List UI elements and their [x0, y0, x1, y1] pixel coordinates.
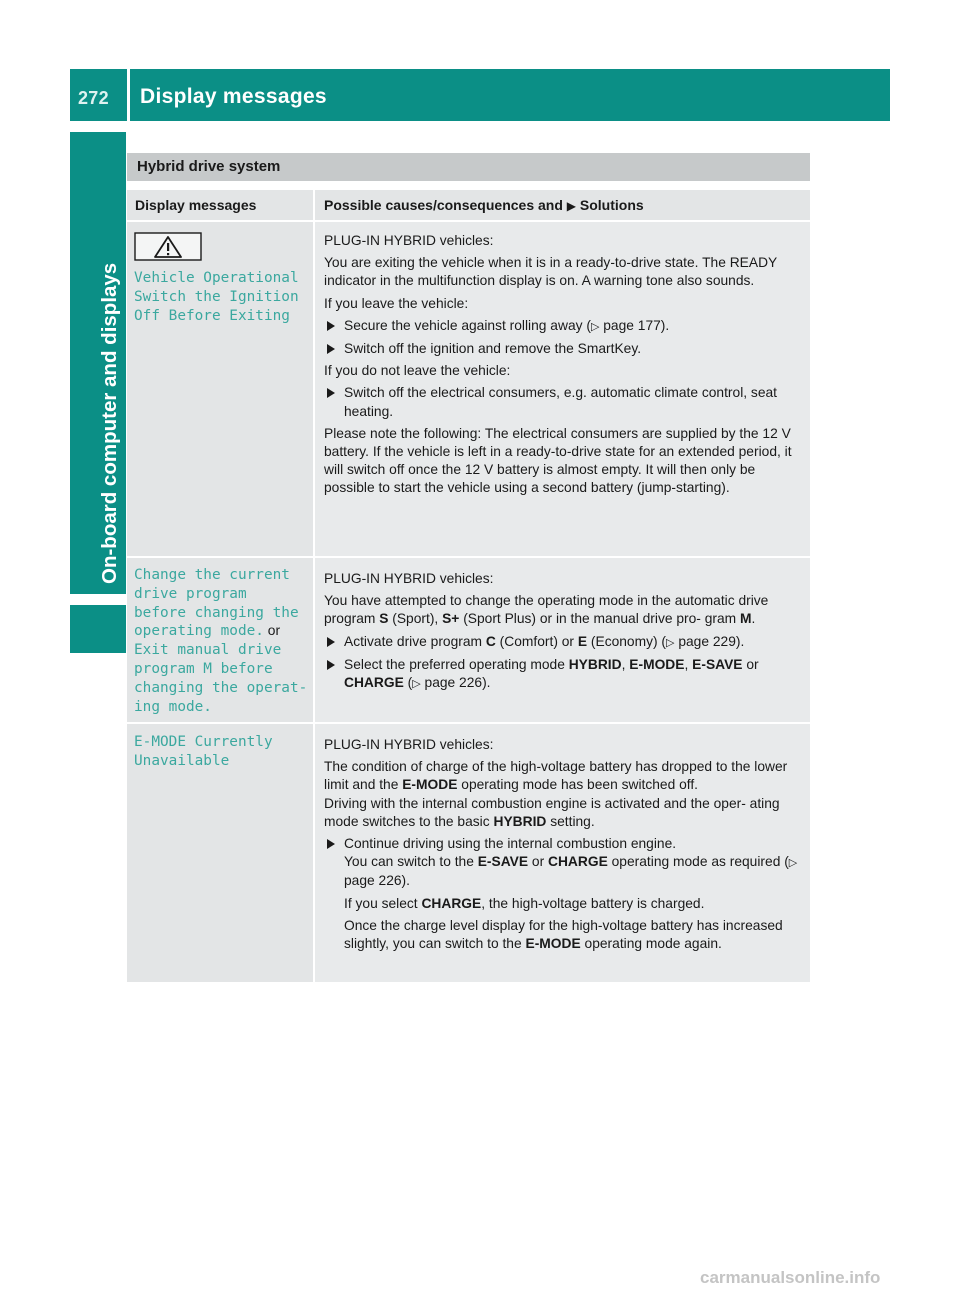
- warning-triangle-icon: [134, 232, 202, 262]
- paragraph: If you leave the vehicle:: [324, 295, 469, 311]
- column-header-text: Possible causes/consequences and: [324, 197, 563, 213]
- watermark: carmanualsonline.info: [700, 1268, 881, 1287]
- page-reference[interactable]: page 229).: [674, 633, 745, 649]
- display-message-line: Exit manual drive: [134, 642, 282, 659]
- paragraph: Driving with the internal combustion engine is activated and the oper‐ ating mode switches to the basic HYBRID setting.: [324, 795, 780, 829]
- page-reference[interactable]: page 226).: [420, 675, 491, 691]
- display-message-line: before changing the: [134, 604, 299, 621]
- step-arrow-icon: [327, 839, 335, 849]
- column-header-messages: Display messages: [127, 190, 313, 220]
- paragraph: You are exiting the vehicle when it is in a ready-to-drive state. The READY indicator in the multifunction display is on. A warning tone also sounds.: [324, 255, 777, 289]
- message-cell: [127, 558, 313, 722]
- action-step: Activate drive program C (Comfort) or E (Economy) (▷ page 229).: [324, 633, 804, 652]
- step-text: Switch off the electrical consumers, e.g. automatic climate control, seat heating.: [344, 385, 778, 419]
- action-step: [324, 384, 804, 420]
- step-text: You can switch to the E-SAVE or CHARGE operating mode as required (▷ page 226).: [344, 854, 798, 889]
- message-cell: [127, 724, 313, 982]
- step-text: Continue driving using the internal combustion engine.: [344, 836, 677, 852]
- action-step: [324, 317, 804, 336]
- sub-paragraph: If you select CHARGE, the high-voltage battery is charged.: [344, 895, 705, 911]
- message-cell: [127, 222, 313, 556]
- display-message-line: program M before: [134, 660, 273, 677]
- solution-cell: [315, 724, 810, 982]
- paragraph: PLUG-IN HYBRID vehicles:: [324, 737, 494, 752]
- page-reference-icon: ▷: [590, 320, 600, 333]
- chapter-label: On-board computer and displays: [98, 262, 121, 584]
- paragraph: Please note the following: The electrical consumers are supplied by the 12 V battery. If the vehicle is left in a ready-to-drive state for an extended period, it will switch off once the 12 V battery is almost empty. It will then only be possible to start the vehicle using a second battery (jump-starting).: [324, 425, 792, 496]
- page-reference[interactable]: page 177).: [599, 317, 670, 333]
- step-arrow-icon: [327, 321, 335, 331]
- display-message-text: operating mode.: [134, 623, 264, 640]
- solution-cell: [315, 222, 810, 556]
- column-header-text-2: Solutions: [579, 197, 644, 213]
- display-message-line: changing the operat‐: [134, 679, 308, 696]
- page-reference-icon: ▷: [666, 636, 675, 649]
- display-message-line: Unavailable: [134, 752, 230, 769]
- step-arrow-icon: [327, 388, 335, 398]
- action-step: [324, 340, 804, 358]
- action-step: [324, 835, 804, 891]
- column-header-solutions: [315, 190, 810, 220]
- solution-arrow-icon: ▶: [566, 199, 577, 213]
- display-message-line: drive program: [134, 585, 247, 602]
- display-message-line: ing mode.: [134, 698, 212, 715]
- step-text: Secure the vehicle against rolling away (: [344, 317, 591, 333]
- display-message-line: [134, 622, 313, 641]
- page-reference-icon: ▷: [412, 678, 421, 691]
- display-message-line: Vehicle Operational: [134, 270, 299, 286]
- paragraph: PLUG-IN HYBRID vehicles:: [324, 571, 494, 586]
- section-title: Hybrid drive system: [127, 153, 810, 181]
- paragraph: The condition of charge of the high-voltage battery has dropped to the lower limit and the E-MODE operating mode has been switched off.: [324, 759, 788, 793]
- step-text: Switch off the ignition and remove the SmartKey.: [344, 341, 642, 357]
- paragraph: If you do not leave the vehicle:: [324, 363, 511, 379]
- step-arrow-icon: [327, 660, 335, 670]
- paragraph: PLUG-IN HYBRID vehicles:: [324, 233, 494, 248]
- step-arrow-icon: [327, 637, 335, 647]
- action-step: Select the preferred operating mode HYBRID, E-MODE, E-SAVE or CHARGE (▷ page 226).: [324, 656, 804, 693]
- display-message-line: E-MODE Currently: [134, 734, 273, 750]
- display-message-line: Switch the Ignition: [134, 288, 299, 305]
- paragraph: You have attempted to change the operating mode in the automatic drive program S (Sport), S+ (Sport Plus) or in the manual drive pro‐ gram M.: [324, 593, 769, 627]
- page-title: Display messages: [140, 85, 327, 108]
- sub-paragraph: Once the charge level display for the high-voltage battery has increased slightly, you can switch to the E-MODE operating mode again.: [344, 917, 783, 952]
- step-arrow-icon: [327, 344, 335, 354]
- display-message-line: Change the current: [134, 567, 290, 583]
- display-message-line: Off Before Exiting: [134, 307, 290, 324]
- page-reference-icon: ▷: [788, 857, 798, 870]
- page-number: 272: [78, 88, 109, 108]
- header-divider: [127, 69, 130, 121]
- or-text: or: [263, 623, 281, 639]
- page-reference[interactable]: page 226).: [344, 873, 410, 889]
- side-tab-marker: [70, 605, 126, 653]
- solution-cell: [315, 558, 810, 722]
